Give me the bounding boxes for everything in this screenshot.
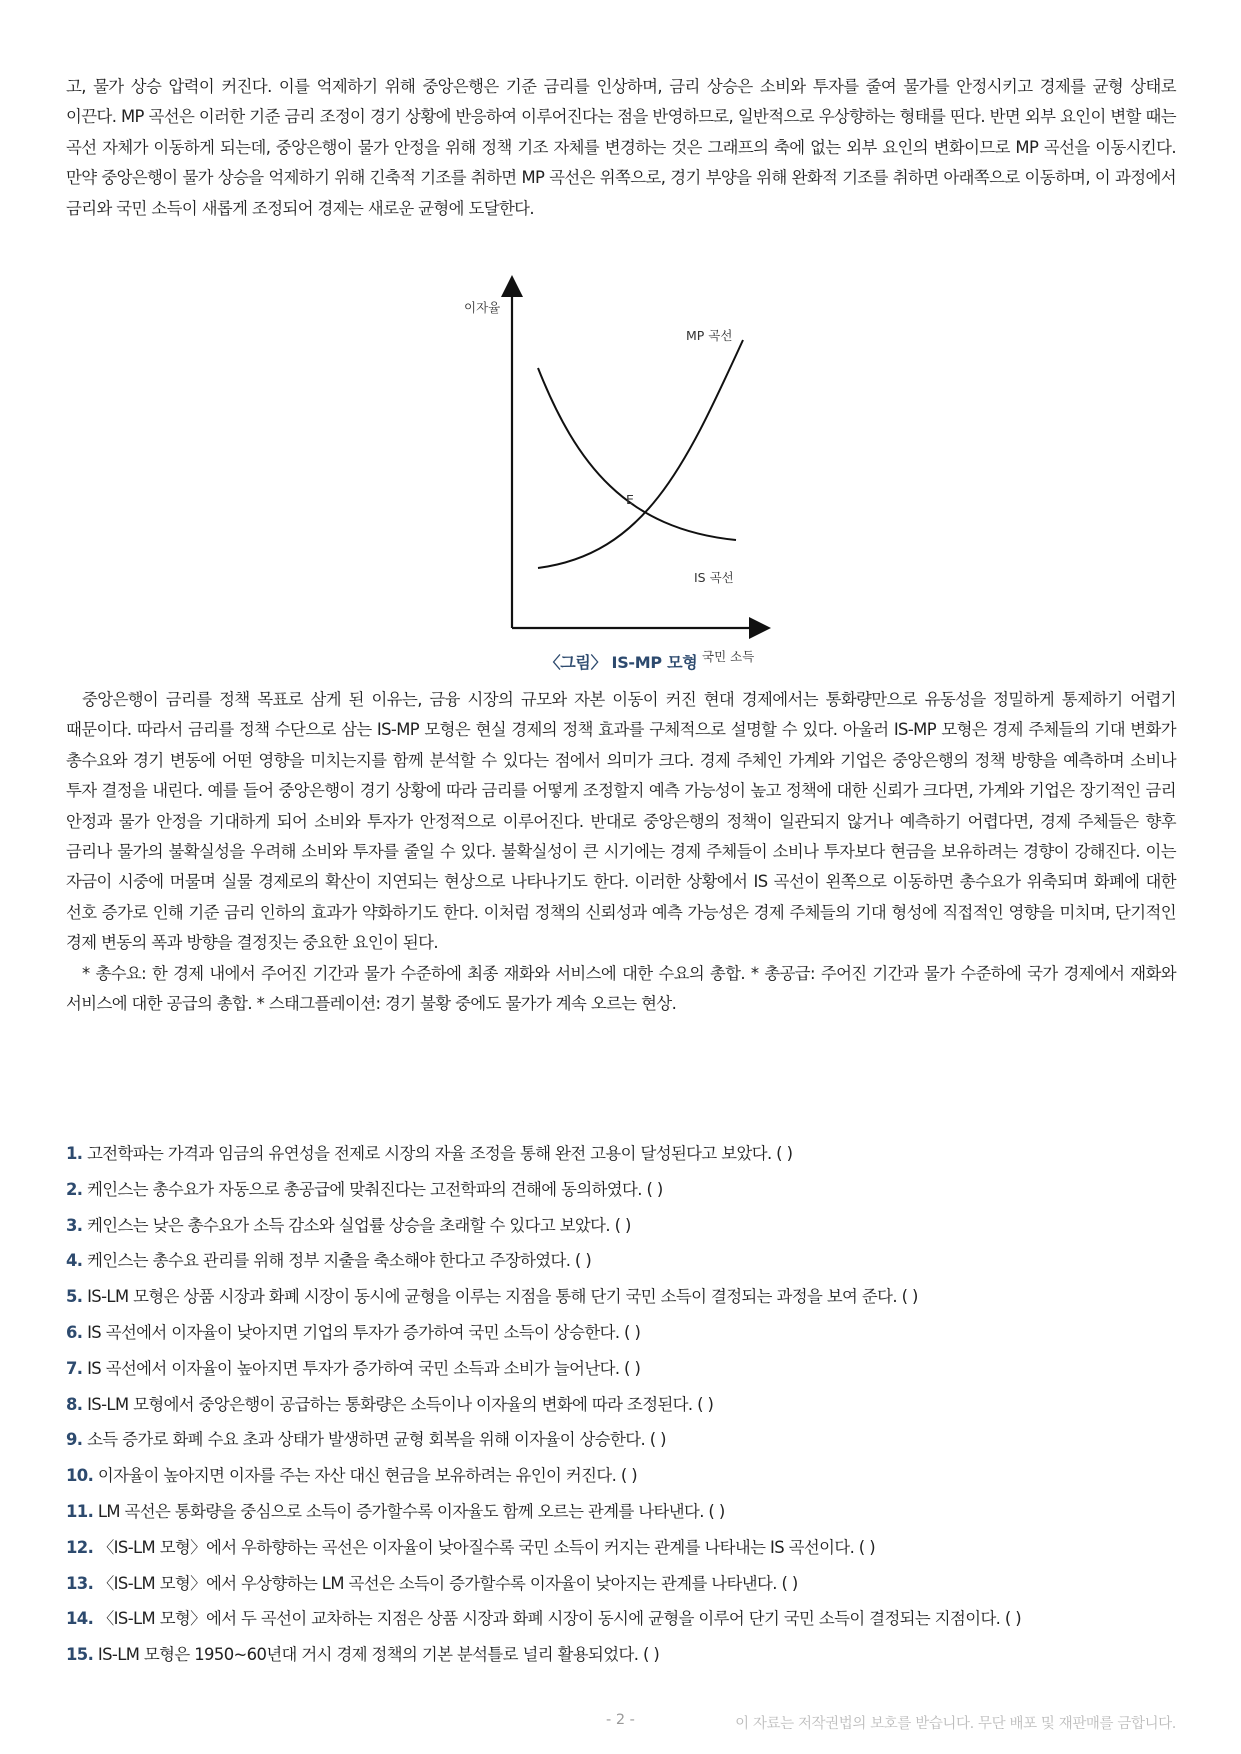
question-text: IS-LM 모형은 1950~60년대 거시 경제 정책의 기본 분석틀로 널리 활용되었다. ( ) (97, 1645, 660, 1665)
question-list (66, 1136, 1176, 1673)
question-text: IS-LM 모형은 상품 시장과 화폐 시장이 동시에 균형을 이루는 지점을 통해 단기 국민 소득이 결정되는 과정을 보여 준다. ( ) (87, 1287, 918, 1307)
question-item (66, 1243, 1176, 1279)
question-item (66, 1494, 1176, 1530)
question-number: 8. (66, 1394, 83, 1414)
question-text: 〈IS-LM 모형〉에서 우하향하는 곡선은 이자율이 낮아질수록 국민 소득이 커지는 관계를 나타내는 IS 곡선이다. ( ) (97, 1537, 875, 1557)
document-page (66, 72, 1176, 1020)
paragraph-main: 중앙은행이 금리를 정책 목표로 삼게 된 이유는, 금융 시장의 규모와 자본 이동이 커진 현대 경제에서는 통화량만으로 유동성을 정밀하게 통제하기 어렵기 때문이다. 따라서 금리를 정책 수단으로 삼는 IS-MP 모형은 현실 경제의 정책 효과를 구체적으로 설명할 수 있다. 아울러 IS-MP 모형은 경제 주체들의 기대 변화가 총수요와 경기 변동에 어떤 영향을 미치는지를 함께 분석할 수 있다는 점에서 의미가 크다. 경제 주체인 가계와 기업은 중앙은행의 정책 방향을 예측하며 소비나 투자 결정을 내린다. 예를 들어 중앙은행이 경기 상황에 따라 금리를 어떻게 조정할지 예측 가능성이 높고 정책에 대한 신뢰가 크다면, 가계와 기업은 장기적인 금리 안정과 물가 안정을 기대하게 되어 소비와 투자가 안정적으로 이루어진다. 반대로 중앙은행의 정책이 일관되지 않거나 예측하기 어렵다면, 경제 주체들은 향후 금리나 물가의 불확실성을 우려해 소비와 투자를 줄일 수 있다. 불확실성이 큰 시기에는 경제 주체들이 소비나 투자보다 현금을 보유하려는 경향이 강해진다. 이는 자금이 시중에 머물며 실물 경제로의 확산이 지연되는 현상으로 나타나기도 한다. 이러한 상황에서 IS 곡선이 왼쪽으로 이동하면 총수요가 위축되며 화폐에 대한 선호 증가로 인해 기준 금리 인하의 효과가 약화하기도 한다. 이처럼 정책의 신뢰성과 예측 가능성은 경제 주체들의 기대 형성에 직접적인 영향을 미치며, 단기적인 경제 변동의 폭과 방향을 결정짓는 중요한 요인이 된다. (66, 690, 1176, 953)
question-text: 케인스는 총수요가 자동으로 총공급에 맞춰진다는 고전학파의 견해에 동의하였다. ( ) (87, 1179, 663, 1199)
question-text: IS 곡선에서 이자율이 낮아지면 기업의 투자가 증가하여 국민 소득이 상승한다. ( ) (87, 1322, 641, 1342)
equilibrium-label: E (626, 492, 634, 508)
question-number: 9. (66, 1430, 83, 1450)
x-axis-label: 국민 소득 (702, 649, 755, 665)
question-text: IS 곡선에서 이자율이 높아지면 투자가 증가하여 국민 소득과 소비가 늘어난다. ( ) (87, 1358, 641, 1378)
question-number: 2. (66, 1179, 83, 1199)
question-item (66, 1637, 1176, 1673)
question-item (66, 1530, 1176, 1566)
question-item (66, 1601, 1176, 1637)
question-number: 14. (66, 1609, 94, 1629)
question-text: 〈IS-LM 모형〉에서 우상향하는 LM 곡선은 소득이 증가할수록 이자율이 낮아지는 관계를 나타낸다. ( ) (97, 1573, 798, 1593)
question-number: 1. (66, 1144, 83, 1163)
question-text: 고전학파는 가격과 임금의 유연성을 전제로 시장의 자율 조정을 통해 완전 고용이 달성된다고 보았다. ( ) (87, 1144, 793, 1163)
question-number: 11. (66, 1501, 94, 1521)
question-number: 6. (66, 1322, 83, 1342)
y-axis-label: 이자율 (464, 300, 501, 316)
paragraph-top: 고, 물가 상승 압력이 커진다. 이를 억제하기 위해 중앙은행은 기준 금리를 인상하며, 금리 상승은 소비와 투자를 줄여 물가를 안정시키고 경제를 균형 상태로 이끈다. MP 곡선은 이러한 기준 금리 조정이 경기 상황에 반응하여 이루어진다는 점을 반영하므로, 일반적으로 우상향하는 형태를 띤다. 반면 외부 요인이 변할 때는 곡선 자체가 이동하게 되는데, 중앙은행이 물가 안정을 위해 정책 기조 자체를 변경하는 것은 그래프의 축에 없는 외부 요인의 변화이므로 MP 곡선을 이동시킨다. 만약 중앙은행이 물가 상승을 억제하기 위해 긴축적 기조를 취하면 MP 곡선은 위쪽으로, 경기 부양을 위해 완화적 기조를 취하면 아래쪽으로 이동하며, 이 과정에서 금리와 국민 소득이 새롭게 조정되어 경제는 새로운 균형에 도달한다. (66, 77, 1176, 218)
question-number: 4. (66, 1251, 83, 1271)
page-number: - 2 - (606, 1712, 635, 1728)
copyright-notice: 이 자료는 저작권법의 보호를 받습니다. 무단 배포 및 재판매를 금합니다. (735, 1716, 1176, 1732)
question-text: IS-LM 모형에서 중앙은행이 공급하는 통화량은 소득이나 이자율의 변화에 따라 조정된다. ( ) (87, 1394, 714, 1414)
question-number: 3. (66, 1215, 83, 1235)
question-item (66, 1387, 1176, 1423)
mp-curve-label: MP 곡선 (686, 328, 733, 344)
question-number: 15. (66, 1645, 94, 1665)
question-item (66, 1351, 1176, 1387)
question-item (66, 1172, 1176, 1208)
question-item (66, 1566, 1176, 1602)
figure-caption: 〈그림〉 IS-MP 모형 (544, 653, 698, 673)
question-item (66, 1279, 1176, 1315)
question-item (66, 1208, 1176, 1244)
question-text: 소득 증가로 화폐 수요 초과 상태가 발생하면 균형 회복을 위해 이자율이 상승한다. ( ) (87, 1430, 666, 1450)
question-text: 이자율이 높아지면 이자를 주는 자산 대신 현금을 보유하려는 유인이 커진다. ( ) (97, 1466, 638, 1486)
question-text: 케인스는 낮은 총수요가 소득 감소와 실업률 상승을 초래할 수 있다고 보았다. ( ) (87, 1215, 631, 1235)
question-number: 13. (66, 1573, 94, 1593)
question-number: 10. (66, 1466, 94, 1486)
question-item (66, 1315, 1176, 1351)
question-text: LM 곡선은 통화량을 중심으로 소득이 증가할수록 이자율도 함께 오르는 관계를 나타낸다. ( ) (97, 1501, 725, 1521)
is-curve (538, 368, 736, 540)
mp-curve (538, 340, 743, 568)
question-number: 5. (66, 1287, 83, 1307)
question-item (66, 1458, 1176, 1494)
is-curve-label: IS 곡선 (694, 570, 734, 586)
question-text: 케인스는 총수요 관리를 위해 정부 지출을 축소해야 한다고 주장하였다. ( ) (87, 1251, 592, 1271)
question-text: 〈IS-LM 모형〉에서 두 곡선이 교차하는 지점은 상품 시장과 화폐 시장이 동시에 균형을 이루어 단기 국민 소득이 결정되는 지점이다. ( ) (97, 1609, 1022, 1629)
footnotes: * 총수요: 한 경제 내에서 주어진 기간과 물가 수준하에 최종 재화와 서비스에 대한 수요의 총합. * 총공급: 주어진 기간과 물가 수준하에 국가 경제에서 재화와 서비스에 대한 공급의 총합. * 스태그플레이션: 경기 불황 중에도 물가가 계속 오르는 현상. (66, 963, 1176, 1014)
question-item (66, 1422, 1176, 1458)
question-number: 12. (66, 1537, 94, 1557)
question-item (66, 1136, 1176, 1172)
question-number: 7. (66, 1358, 83, 1378)
